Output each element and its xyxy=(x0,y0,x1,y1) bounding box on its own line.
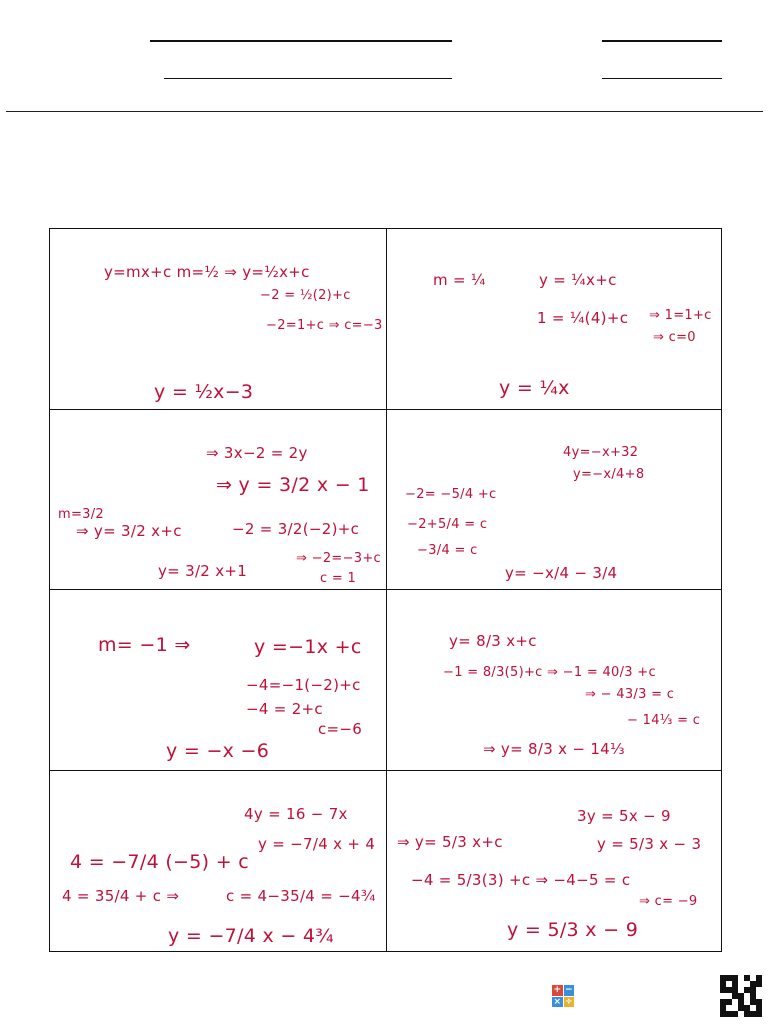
work-line: −4=−1(−2)+c xyxy=(246,676,361,694)
answer-grid xyxy=(49,228,722,952)
work-line: ⇒ c=0 xyxy=(653,330,696,345)
work-line: ⇒ y= 5/3 x+c xyxy=(397,832,503,851)
final-answer: y = ½x−3 xyxy=(154,381,254,403)
work-line: − 14⅓ = c xyxy=(627,713,701,728)
work-line: −2 = ½(2)+c xyxy=(260,288,351,303)
work-line: y=−x/4+8 xyxy=(573,466,645,482)
work-line: ⇒ −2=−3+c xyxy=(296,550,381,566)
work-line: −3/4 = c xyxy=(417,542,478,558)
work-line: −2=1+c ⇒ c=−3 xyxy=(266,318,383,333)
work-line: c = 4−35/4 = −4¾ xyxy=(226,886,376,905)
work-line: ⇒ c= −9 xyxy=(639,893,698,909)
work-line: m=3/2 xyxy=(58,506,104,522)
class-blank-line xyxy=(164,78,452,79)
work-line: y = ¼x+c xyxy=(539,271,617,289)
final-answer: y = 5/3 x − 9 xyxy=(507,918,639,941)
work-line: −4 = 2+c xyxy=(246,700,323,718)
qr-code-icon xyxy=(720,975,762,1017)
work-line: ⇒ y = 3/2 x − 1 xyxy=(216,473,370,496)
work-line: 3y = 5x − 9 xyxy=(577,806,671,825)
final-answer: y = ¼x xyxy=(499,377,570,399)
work-line: ⇒ y= 3/2 x+c xyxy=(76,521,182,540)
work-line: m= −1 ⇒ xyxy=(98,634,191,656)
work-line: ⇒ 3x−2 = 2y xyxy=(206,443,308,462)
work-line: y =−1x +c xyxy=(254,636,362,658)
work-line: m = ¼ xyxy=(433,271,486,289)
answer-cell-2 xyxy=(387,229,721,410)
calculator-plus-minus-times-icon: + − × ÷ xyxy=(553,985,573,1007)
work-line: y= 8/3 x+c xyxy=(449,632,537,650)
answer-cell-3 xyxy=(50,410,387,591)
final-answer: y= −x/4 − 3/4 xyxy=(505,563,618,582)
work-line: c = 1 xyxy=(320,570,357,586)
work-line: 4y = 16 − 7x xyxy=(244,804,348,823)
work-line: −1 = 8/3(5)+c ⇒ −1 = 40/3 +c xyxy=(443,665,656,680)
work-line: −2 = 3/2(−2)+c xyxy=(232,519,360,538)
final-answer: y = −x −6 xyxy=(166,740,270,762)
work-line: ⇒ 1=1+c xyxy=(649,308,712,323)
answer-cell-5 xyxy=(50,590,387,771)
answer-cell-6 xyxy=(387,590,721,771)
work-line: ⇒ − 43/3 = c xyxy=(585,687,675,702)
work-line: 4y=−x+32 xyxy=(563,444,639,460)
work-line: 1 = ¼(4)+c xyxy=(537,309,629,327)
answer-cell-4 xyxy=(387,410,721,591)
work-line: 4 = −7/4 (−5) + c xyxy=(70,850,250,873)
header-divider xyxy=(6,111,763,112)
work-line: c=−6 xyxy=(318,720,363,738)
final-answer: y = −7/4 x − 4¾ xyxy=(168,924,335,947)
work-line: −4 = 5/3(3) +c ⇒ −4−5 = c xyxy=(411,870,631,889)
answer-cell-1 xyxy=(50,229,387,410)
work-line: −2= −5/4 +c xyxy=(405,486,497,502)
work-line: y= 3/2 x+1 xyxy=(158,561,248,580)
date-blank-line xyxy=(602,40,722,42)
period-blank-line xyxy=(602,78,722,79)
answer-cell-7 xyxy=(50,771,387,952)
name-blank-line xyxy=(150,40,452,42)
work-line: y = −7/4 x + 4 xyxy=(258,834,376,853)
work-line: y = 5/3 x − 3 xyxy=(597,834,702,853)
work-line: 4 = 35/4 + c ⇒ xyxy=(62,886,180,905)
answer-cell-8 xyxy=(387,771,721,952)
work-line: y=mx+c m=½ ⇒ y=½x+c xyxy=(104,263,310,281)
work-line: −2+5/4 = c xyxy=(407,516,488,532)
final-answer: ⇒ y= 8/3 x − 14⅓ xyxy=(483,740,625,758)
